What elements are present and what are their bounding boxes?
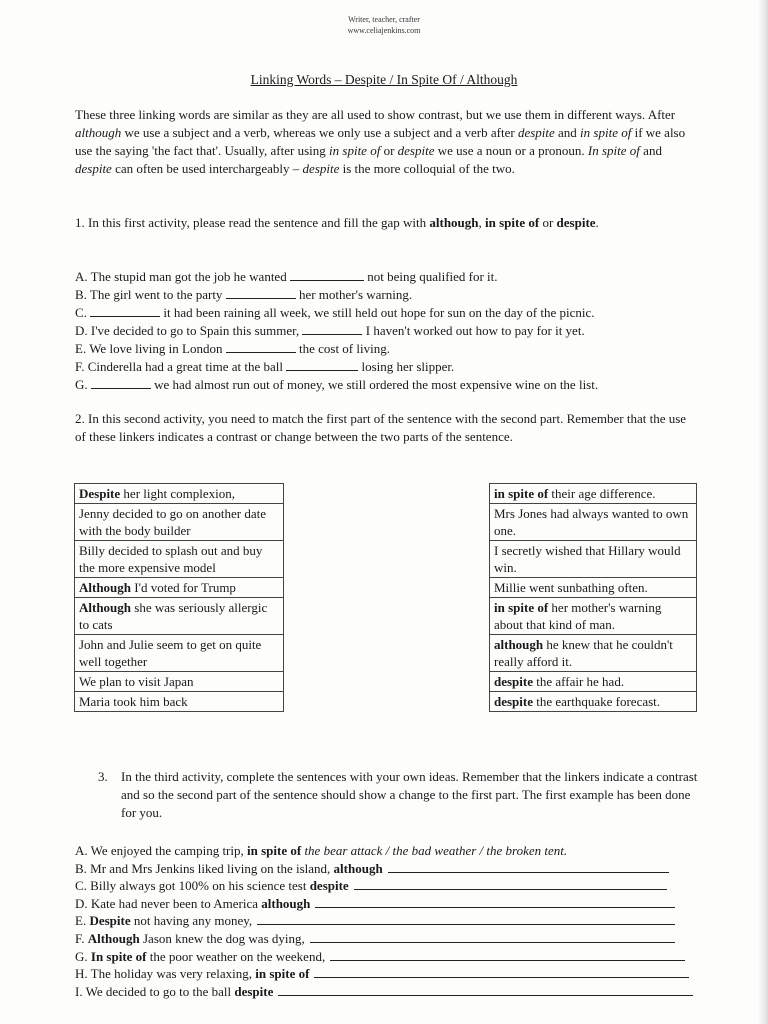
answer-line[interactable] [330, 948, 685, 961]
text-run: we use a subject and a verb, whereas we only use a subject and a verb after [121, 125, 518, 140]
sentence-end: we had almost run out of money, we still ordered the most expensive wine on the list. [150, 377, 599, 392]
text-run: if we also use the saying 'the fact that'. Usually, after using [75, 125, 686, 158]
activity3-item [75, 930, 675, 947]
match-cell-left[interactable] [75, 692, 284, 712]
text-run: despite [302, 161, 340, 176]
match-cell-right[interactable] [490, 578, 697, 598]
match-cell-right[interactable] [490, 541, 697, 578]
gap-blank[interactable] [226, 286, 296, 299]
activity3-number: 3. [98, 769, 108, 784]
match-cell-right[interactable] [490, 504, 697, 541]
text-run: Maria took him back [79, 694, 188, 709]
activity2-instruction: 2. In this second activity, you need to match the first part of the sentence with the second part. Remember that the use of these linkers indicates a contrast or change between the two parts of the sentence. [75, 411, 687, 444]
text-run: and [554, 125, 581, 140]
match-row-right [490, 541, 697, 578]
activity3-instruction-text: In the third activity, complete the sentences with your own ideas. Remember that the linkers indicate a contrast and so the second part of the sentence should show a change to the first part. The first example has been done for you. [121, 769, 698, 820]
text-run: the bear attack / the bad weather / the broken tent. [301, 843, 568, 858]
text-run: in spite of [485, 215, 540, 230]
text-run: in spite of [247, 843, 302, 858]
page-edge-shadow [758, 0, 768, 1024]
text-run: despite [234, 983, 274, 999]
match-table-right [489, 483, 697, 712]
text-run: in spite of [494, 600, 549, 615]
text-run: the poor weather on the weekend, [146, 948, 326, 964]
activity1-instruction [75, 214, 695, 232]
match-row-left [75, 672, 284, 692]
text-run: although [429, 215, 479, 230]
text-run: 1. In this first activity, please read the sentence and fill the gap with [75, 215, 430, 230]
match-row-left [75, 692, 284, 712]
match-row-left [75, 578, 284, 598]
sentence-prompt [75, 878, 349, 893]
text-run: her light complexion, [120, 486, 235, 501]
activity3-item [75, 965, 689, 982]
sentence-start: D. I've decided to go to Spain this summer, [75, 323, 303, 338]
text-run: although [494, 637, 544, 652]
text-run: We plan to visit Japan [79, 674, 194, 689]
match-cell-right[interactable] [490, 635, 697, 672]
text-run: despite [517, 125, 555, 140]
intro-paragraph [75, 106, 695, 178]
gap-blank[interactable] [286, 358, 358, 371]
sentence-prompt [75, 896, 310, 911]
text-run: I'd voted for Trump [131, 580, 236, 595]
text-run: Although [79, 600, 132, 615]
match-row-left [75, 541, 284, 578]
answer-line[interactable] [310, 930, 675, 943]
sentence-end: the cost of living. [295, 341, 390, 356]
text-run: In spite of [90, 948, 147, 964]
match-row-left [75, 484, 284, 504]
text-run: F. [75, 931, 88, 946]
sentence-end: I haven't worked out how to pay for it yet. [362, 323, 585, 338]
sentence-start: C. [75, 305, 91, 320]
gap-blank[interactable] [290, 268, 364, 281]
activity1-item [75, 322, 585, 339]
gap-blank[interactable] [90, 304, 160, 317]
match-cell-left[interactable] [75, 672, 284, 692]
answer-line[interactable] [388, 860, 669, 873]
match-cell-right[interactable] [490, 484, 697, 504]
text-run: C. Billy always got 100% on his science test [75, 878, 310, 894]
text-run: despite [309, 878, 349, 894]
text-run: Jenny decided to go on another date with the body builder [79, 506, 266, 538]
sentence-prompt [75, 861, 383, 876]
match-cell-left[interactable] [75, 578, 284, 598]
text-run: Although [79, 580, 132, 595]
activity1-item [75, 358, 454, 375]
sentence-end: not being qualified for it. [363, 269, 498, 284]
match-cell-right[interactable] [490, 598, 697, 635]
match-row-right [490, 692, 697, 712]
text-run: Jason knew the dog was dying, [139, 931, 305, 946]
sentence-start: A. The stupid man got the job he wanted [75, 269, 290, 284]
text-run: despite [556, 215, 596, 230]
sentence-prompt [75, 966, 309, 981]
match-cell-left[interactable] [75, 598, 284, 635]
match-row-right [490, 504, 697, 541]
match-cell-right[interactable] [490, 672, 697, 692]
match-cell-left[interactable] [75, 484, 284, 504]
activity3-item [75, 842, 567, 859]
sentence-end: her mother's warning. [295, 287, 413, 302]
activity3-item [75, 983, 693, 1000]
text-run: B. Mr and Mrs Jenkins liked living on the island, [75, 860, 334, 876]
answer-line[interactable] [278, 983, 693, 996]
text-run: she was seriously allergic to cats [79, 600, 268, 632]
text-run: Mrs Jones had always wanted to own one. [494, 506, 689, 538]
text-run: G. [75, 948, 91, 964]
text-run: A. We enjoyed the camping trip, [75, 843, 248, 858]
answer-line[interactable] [354, 877, 667, 890]
activity3-item [75, 948, 685, 965]
page-title: Linking Words – Despite / In Spite Of / Although [250, 72, 518, 87]
sentence-end: losing her slipper. [358, 359, 455, 374]
sentence-start: B. The girl went to the party [75, 287, 226, 302]
match-table-left [74, 483, 284, 712]
text-run: John and Julie seem to get on quite well together [79, 637, 262, 669]
text-run: E. [75, 913, 90, 929]
activity3-item [75, 912, 675, 929]
text-run: despite [494, 694, 533, 709]
text-run: he knew that he couldn't really afford it. [494, 637, 673, 669]
activity1-item [75, 286, 412, 303]
text-run: can often be used interchargeably – [111, 161, 303, 176]
text-run: Although [87, 931, 140, 946]
text-run: and [639, 143, 662, 158]
text-run: despite [397, 143, 435, 158]
text-run: in spite of [255, 966, 310, 982]
sentence-prompt [75, 843, 567, 858]
answer-line[interactable] [315, 895, 675, 908]
sentence-end: it had been raining all week, we still held out hope for sun on the day of the picnic. [160, 305, 595, 320]
text-run: in spite of [329, 143, 381, 158]
text-run: or [539, 215, 557, 230]
text-run: H. The holiday was very relaxing, [75, 966, 256, 982]
text-run: in spite of [580, 125, 632, 140]
match-row-left [75, 635, 284, 672]
gap-blank[interactable] [91, 376, 151, 389]
match-row-left [75, 504, 284, 541]
activity1-item [75, 376, 598, 393]
text-run: their age difference. [548, 486, 656, 501]
sentence-prompt [75, 913, 252, 928]
sentence-prompt [75, 984, 273, 999]
gap-blank[interactable] [302, 322, 362, 335]
text-run: I. We decided to go to the ball [75, 983, 235, 999]
activity3-item [75, 877, 667, 894]
text-run: although [333, 860, 383, 876]
match-cell-left[interactable] [75, 504, 284, 541]
text-run: These three linking words are similar as they are all used to show contrast, but we use them in different ways. After [75, 107, 676, 122]
answer-line[interactable] [257, 912, 675, 925]
text-run: her mother's warning about that kind of man. [494, 600, 662, 632]
sentence-start: G. [75, 377, 91, 392]
text-run: . [595, 215, 599, 230]
text-run: or [380, 143, 398, 158]
text-run: D. Kate had never been to America [75, 895, 262, 911]
author-tagline: Writer, teacher, crafter [348, 15, 420, 24]
match-row-right [490, 635, 697, 672]
text-run: , [478, 215, 486, 230]
text-run: despite [494, 674, 533, 689]
match-cell-right[interactable] [490, 692, 697, 712]
text-run: not having any money, [130, 913, 253, 929]
match-cell-left[interactable] [75, 635, 284, 672]
activity3-item [75, 860, 669, 877]
text-run: Millie went sunbathing often. [494, 580, 648, 595]
gap-blank[interactable] [226, 340, 296, 353]
text-run: is the more colloquial of the two. [339, 161, 515, 176]
sentence-start: F. Cinderella had a great time at the ball [75, 359, 287, 374]
match-row-right [490, 578, 697, 598]
activity1-item [75, 268, 498, 285]
text-run: Despite [89, 913, 131, 929]
author-website: www.celiajenkins.com [347, 26, 421, 35]
match-row-right [490, 484, 697, 504]
text-run: Despite [79, 486, 121, 501]
sentence-start: E. We love living in London [75, 341, 226, 356]
author-header [0, 14, 768, 36]
text-run: the earthquake forecast. [533, 694, 661, 709]
text-run: although [261, 895, 311, 911]
activity3-instruction [98, 768, 698, 822]
match-row-left [75, 598, 284, 635]
match-cell-left[interactable] [75, 541, 284, 578]
sentence-prompt [75, 931, 305, 946]
text-run: despite [75, 161, 112, 176]
text-run: we use a noun or a pronoun. [434, 143, 588, 158]
sentence-prompt [75, 949, 325, 964]
text-run: In spite of [587, 143, 640, 158]
answer-line[interactable] [314, 965, 689, 978]
text-run: although [75, 125, 122, 140]
activity1-item [75, 304, 594, 321]
activity3-item [75, 895, 675, 912]
match-row-right [490, 598, 697, 635]
activity1-item [75, 340, 390, 357]
text-run: the affair he had. [533, 674, 625, 689]
text-run: in spite of [494, 486, 549, 501]
text-run: I secretly wished that Hillary would win. [494, 543, 681, 575]
text-run: Billy decided to splash out and buy the more expensive model [79, 543, 263, 575]
match-row-right [490, 672, 697, 692]
